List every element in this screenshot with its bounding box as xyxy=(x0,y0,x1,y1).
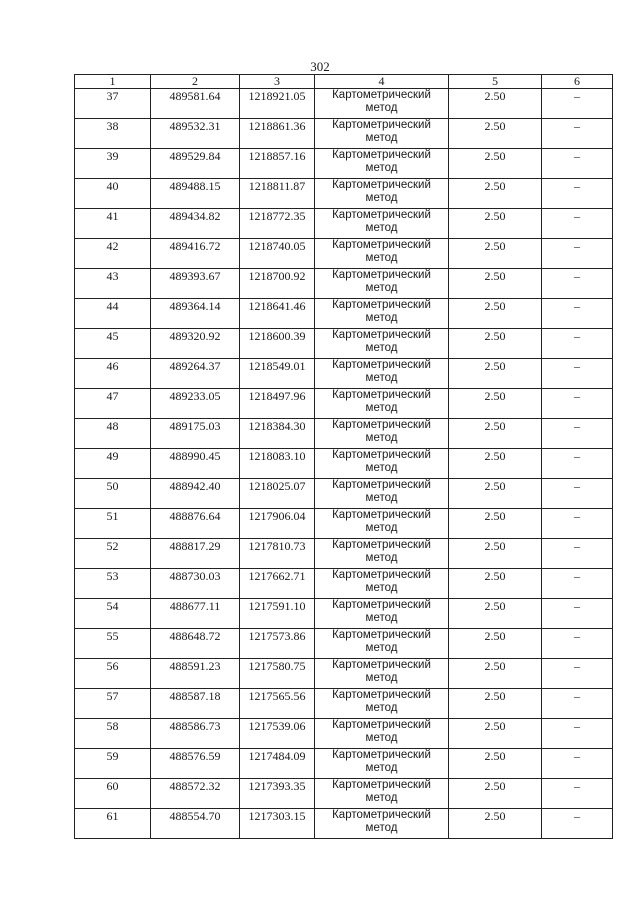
coordinate-y: 1217565.56 xyxy=(240,689,315,719)
precision-value: 2.50 xyxy=(449,719,542,749)
coordinates-table xyxy=(74,74,613,839)
determination-method xyxy=(315,329,449,359)
coordinate-y: 1218549.01 xyxy=(240,359,315,389)
header-col-1: 1 xyxy=(75,75,151,89)
header-col-3: 3 xyxy=(240,75,315,89)
method-line-2: метод xyxy=(365,312,398,324)
table-row xyxy=(75,509,613,539)
method-line-2: метод xyxy=(365,792,398,804)
precision-value: 2.50 xyxy=(449,539,542,569)
coordinate-x: 488942.40 xyxy=(151,479,240,509)
determination-method xyxy=(315,89,449,119)
coordinate-x: 489264.37 xyxy=(151,359,240,389)
determination-method xyxy=(315,209,449,239)
method-line-1: Картометрический xyxy=(332,719,431,731)
method-line-1: Картометрический xyxy=(332,419,431,431)
coordinate-x: 488990.45 xyxy=(151,449,240,479)
method-line-1: Картометрический xyxy=(332,389,431,401)
coordinate-x: 489488.15 xyxy=(151,179,240,209)
point-number: 53 xyxy=(75,569,151,599)
coordinate-x: 489581.64 xyxy=(151,89,240,119)
method-line-1: Картометрический xyxy=(332,509,431,521)
precision-value: 2.50 xyxy=(449,389,542,419)
table-row xyxy=(75,689,613,719)
determination-method xyxy=(315,809,449,839)
method-line-2: метод xyxy=(365,372,398,384)
method-line-2: метод xyxy=(365,642,398,654)
note-dash: – xyxy=(542,239,613,269)
note-dash: – xyxy=(542,149,613,179)
determination-method xyxy=(315,269,449,299)
precision-value: 2.50 xyxy=(449,299,542,329)
method-line-2: метод xyxy=(365,252,398,264)
point-number: 39 xyxy=(75,149,151,179)
coordinate-y: 1218083.10 xyxy=(240,449,315,479)
precision-value: 2.50 xyxy=(449,749,542,779)
point-number: 41 xyxy=(75,209,151,239)
coordinate-y: 1218025.07 xyxy=(240,479,315,509)
precision-value: 2.50 xyxy=(449,269,542,299)
determination-method xyxy=(315,119,449,149)
determination-method xyxy=(315,719,449,749)
table-row xyxy=(75,479,613,509)
coordinate-x: 489434.82 xyxy=(151,209,240,239)
table-body xyxy=(75,89,613,839)
table-row xyxy=(75,449,613,479)
note-dash: – xyxy=(542,269,613,299)
method-line-2: метод xyxy=(365,732,398,744)
method-line-2: метод xyxy=(365,522,398,534)
method-line-1: Картометрический xyxy=(332,89,431,101)
point-number: 40 xyxy=(75,179,151,209)
method-line-1: Картометрический xyxy=(332,569,431,581)
method-line-1: Картометрический xyxy=(332,119,431,131)
coordinate-y: 1218600.39 xyxy=(240,329,315,359)
precision-value: 2.50 xyxy=(449,629,542,659)
table-row xyxy=(75,359,613,389)
coordinate-x: 489416.72 xyxy=(151,239,240,269)
coordinate-y: 1218700.92 xyxy=(240,269,315,299)
coordinate-y: 1218740.05 xyxy=(240,239,315,269)
table-row xyxy=(75,179,613,209)
method-line-2: метод xyxy=(365,282,398,294)
precision-value: 2.50 xyxy=(449,179,542,209)
determination-method xyxy=(315,659,449,689)
precision-value: 2.50 xyxy=(449,449,542,479)
coordinate-x: 489529.84 xyxy=(151,149,240,179)
method-line-1: Картометрический xyxy=(332,359,431,371)
coordinate-y: 1218384.30 xyxy=(240,419,315,449)
method-line-1: Картометрический xyxy=(332,539,431,551)
determination-method xyxy=(315,599,449,629)
coordinate-x: 488587.18 xyxy=(151,689,240,719)
coordinate-y: 1217906.04 xyxy=(240,509,315,539)
coordinate-y: 1217539.06 xyxy=(240,719,315,749)
precision-value: 2.50 xyxy=(449,659,542,689)
table-row xyxy=(75,149,613,179)
precision-value: 2.50 xyxy=(449,119,542,149)
coordinate-x: 488677.11 xyxy=(151,599,240,629)
determination-method xyxy=(315,569,449,599)
note-dash: – xyxy=(542,599,613,629)
method-line-1: Картометрический xyxy=(332,749,431,761)
method-line-2: метод xyxy=(365,702,398,714)
coordinate-y: 1217580.75 xyxy=(240,659,315,689)
note-dash: – xyxy=(542,809,613,839)
determination-method xyxy=(315,419,449,449)
table-row xyxy=(75,719,613,749)
precision-value: 2.50 xyxy=(449,149,542,179)
coordinate-x: 489532.31 xyxy=(151,119,240,149)
method-line-1: Картометрический xyxy=(332,629,431,641)
method-line-1: Картометрический xyxy=(332,779,431,791)
precision-value: 2.50 xyxy=(449,779,542,809)
table-row xyxy=(75,629,613,659)
point-number: 57 xyxy=(75,689,151,719)
method-line-1: Картометрический xyxy=(332,599,431,611)
table-row xyxy=(75,659,613,689)
determination-method xyxy=(315,509,449,539)
table-row xyxy=(75,569,613,599)
method-line-1: Картометрический xyxy=(332,479,431,491)
coordinate-y: 1217393.35 xyxy=(240,779,315,809)
table-row xyxy=(75,329,613,359)
table-row xyxy=(75,809,613,839)
note-dash: – xyxy=(542,719,613,749)
coordinate-x: 489393.67 xyxy=(151,269,240,299)
table-header-row xyxy=(75,75,613,89)
precision-value: 2.50 xyxy=(449,419,542,449)
method-line-2: метод xyxy=(365,162,398,174)
note-dash: – xyxy=(542,569,613,599)
note-dash: – xyxy=(542,509,613,539)
note-dash: – xyxy=(542,389,613,419)
coordinate-x: 489175.03 xyxy=(151,419,240,449)
method-line-2: метод xyxy=(365,102,398,114)
point-number: 59 xyxy=(75,749,151,779)
method-line-1: Картометрический xyxy=(332,269,431,281)
note-dash: – xyxy=(542,299,613,329)
method-line-1: Картометрический xyxy=(332,329,431,341)
note-dash: – xyxy=(542,479,613,509)
precision-value: 2.50 xyxy=(449,509,542,539)
coordinate-x: 488730.03 xyxy=(151,569,240,599)
coordinate-x: 488591.23 xyxy=(151,659,240,689)
table-row xyxy=(75,539,613,569)
table-row xyxy=(75,749,613,779)
method-line-1: Картометрический xyxy=(332,209,431,221)
point-number: 47 xyxy=(75,389,151,419)
point-number: 58 xyxy=(75,719,151,749)
method-line-2: метод xyxy=(365,342,398,354)
coordinate-y: 1218857.16 xyxy=(240,149,315,179)
table-row xyxy=(75,239,613,269)
method-line-1: Картометрический xyxy=(332,689,431,701)
method-line-2: метод xyxy=(365,462,398,474)
coordinate-x: 488876.64 xyxy=(151,509,240,539)
coordinate-y: 1217591.10 xyxy=(240,599,315,629)
point-number: 61 xyxy=(75,809,151,839)
point-number: 45 xyxy=(75,329,151,359)
coordinate-y: 1217662.71 xyxy=(240,569,315,599)
coordinate-y: 1218921.05 xyxy=(240,89,315,119)
precision-value: 2.50 xyxy=(449,329,542,359)
precision-value: 2.50 xyxy=(449,689,542,719)
precision-value: 2.50 xyxy=(449,599,542,629)
determination-method xyxy=(315,179,449,209)
note-dash: – xyxy=(542,209,613,239)
point-number: 37 xyxy=(75,89,151,119)
coordinate-y: 1217484.09 xyxy=(240,749,315,779)
method-line-1: Картометрический xyxy=(332,659,431,671)
determination-method xyxy=(315,389,449,419)
coordinate-x: 488576.59 xyxy=(151,749,240,779)
determination-method xyxy=(315,689,449,719)
note-dash: – xyxy=(542,689,613,719)
table-row xyxy=(75,389,613,419)
note-dash: – xyxy=(542,419,613,449)
note-dash: – xyxy=(542,659,613,689)
coordinate-y: 1217810.73 xyxy=(240,539,315,569)
coordinate-x: 489233.05 xyxy=(151,389,240,419)
method-line-2: метод xyxy=(365,402,398,414)
table-row xyxy=(75,599,613,629)
method-line-2: метод xyxy=(365,582,398,594)
coordinate-x: 488648.72 xyxy=(151,629,240,659)
point-number: 43 xyxy=(75,269,151,299)
point-number: 52 xyxy=(75,539,151,569)
note-dash: – xyxy=(542,359,613,389)
table-row xyxy=(75,89,613,119)
table-row xyxy=(75,299,613,329)
coordinate-x: 489364.14 xyxy=(151,299,240,329)
method-line-2: метод xyxy=(365,822,398,834)
point-number: 50 xyxy=(75,479,151,509)
method-line-2: метод xyxy=(365,492,398,504)
method-line-1: Картометрический xyxy=(332,179,431,191)
point-number: 46 xyxy=(75,359,151,389)
determination-method xyxy=(315,239,449,269)
point-number: 54 xyxy=(75,599,151,629)
determination-method xyxy=(315,629,449,659)
method-line-2: метод xyxy=(365,222,398,234)
point-number: 60 xyxy=(75,779,151,809)
method-line-2: метод xyxy=(365,132,398,144)
method-line-2: метод xyxy=(365,672,398,684)
determination-method xyxy=(315,779,449,809)
point-number: 48 xyxy=(75,419,151,449)
determination-method xyxy=(315,749,449,779)
determination-method xyxy=(315,479,449,509)
precision-value: 2.50 xyxy=(449,209,542,239)
method-line-1: Картометрический xyxy=(332,299,431,311)
precision-value: 2.50 xyxy=(449,809,542,839)
point-number: 55 xyxy=(75,629,151,659)
point-number: 44 xyxy=(75,299,151,329)
precision-value: 2.50 xyxy=(449,89,542,119)
coordinate-y: 1218861.36 xyxy=(240,119,315,149)
coordinate-x: 489320.92 xyxy=(151,329,240,359)
precision-value: 2.50 xyxy=(449,479,542,509)
method-line-1: Картометрический xyxy=(332,809,431,821)
determination-method xyxy=(315,449,449,479)
determination-method xyxy=(315,539,449,569)
point-number: 49 xyxy=(75,449,151,479)
method-line-1: Картометрический xyxy=(332,239,431,251)
coordinate-y: 1218811.87 xyxy=(240,179,315,209)
method-line-2: метод xyxy=(365,192,398,204)
note-dash: – xyxy=(542,449,613,479)
precision-value: 2.50 xyxy=(449,359,542,389)
point-number: 42 xyxy=(75,239,151,269)
table-row xyxy=(75,419,613,449)
note-dash: – xyxy=(542,779,613,809)
page-number: 302 xyxy=(310,59,330,74)
header-col-5: 5 xyxy=(449,75,542,89)
method-line-1: Картометрический xyxy=(332,449,431,461)
method-line-1: Картометрический xyxy=(332,149,431,161)
determination-method xyxy=(315,299,449,329)
header-col-4: 4 xyxy=(315,75,449,89)
note-dash: – xyxy=(542,119,613,149)
note-dash: – xyxy=(542,179,613,209)
coordinate-x: 488586.73 xyxy=(151,719,240,749)
table-row xyxy=(75,209,613,239)
table-row xyxy=(75,119,613,149)
precision-value: 2.50 xyxy=(449,569,542,599)
coordinate-x: 488817.29 xyxy=(151,539,240,569)
determination-method xyxy=(315,359,449,389)
coordinate-y: 1217573.86 xyxy=(240,629,315,659)
header-col-2: 2 xyxy=(151,75,240,89)
point-number: 56 xyxy=(75,659,151,689)
point-number: 51 xyxy=(75,509,151,539)
point-number: 38 xyxy=(75,119,151,149)
note-dash: – xyxy=(542,629,613,659)
method-line-2: метод xyxy=(365,432,398,444)
coordinate-x: 488572.32 xyxy=(151,779,240,809)
table-row xyxy=(75,779,613,809)
precision-value: 2.50 xyxy=(449,239,542,269)
note-dash: – xyxy=(542,329,613,359)
method-line-2: метод xyxy=(365,552,398,564)
determination-method xyxy=(315,149,449,179)
note-dash: – xyxy=(542,89,613,119)
coordinate-x: 488554.70 xyxy=(151,809,240,839)
coordinate-y: 1218497.96 xyxy=(240,389,315,419)
note-dash: – xyxy=(542,539,613,569)
coordinate-y: 1218641.46 xyxy=(240,299,315,329)
note-dash: – xyxy=(542,749,613,779)
method-line-2: метод xyxy=(365,762,398,774)
header-col-6: 6 xyxy=(542,75,613,89)
method-line-2: метод xyxy=(365,612,398,624)
coordinate-y: 1217303.15 xyxy=(240,809,315,839)
coordinate-y: 1218772.35 xyxy=(240,209,315,239)
table-row xyxy=(75,269,613,299)
